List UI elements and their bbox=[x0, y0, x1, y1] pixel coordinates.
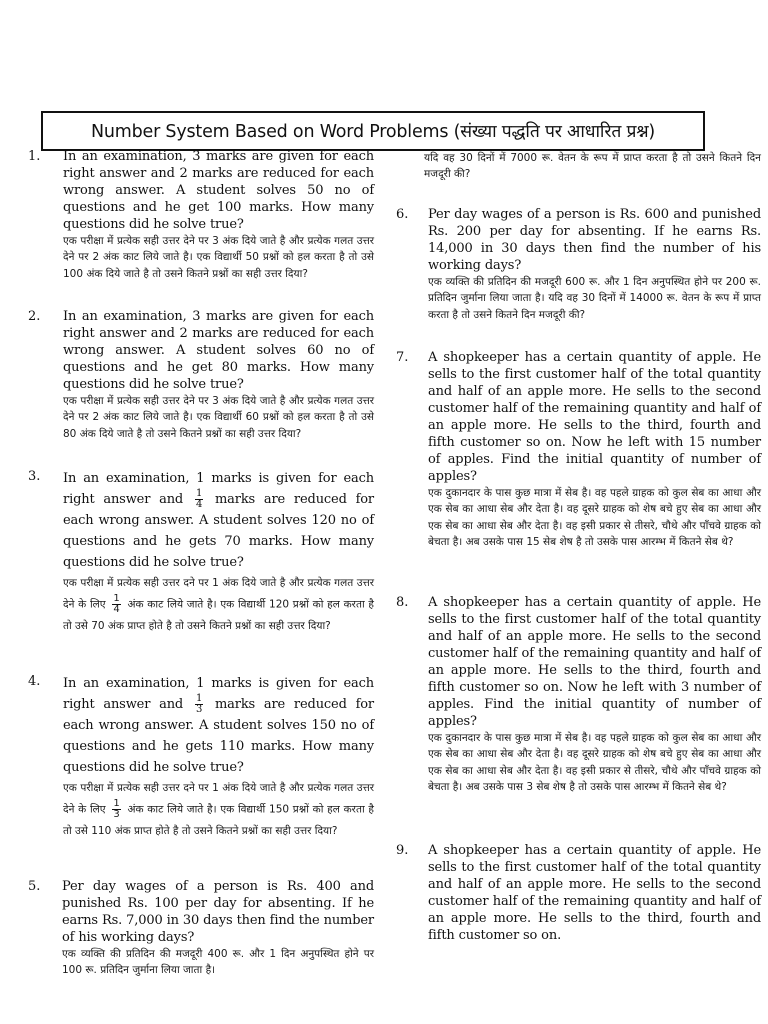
question-text-english: In an examination, 3 marks are given for each right answer and 2 marks are reduced for each wrong answer. A student solves 50 no of questions and he get 100 marks. How many questions did he solve true? bbox=[63, 149, 374, 232]
right-column bbox=[386, 150, 761, 942]
question-text-hindi: यदि वह 30 दिनों में 7000 रू. वेतन के रूप में प्राप्त करता है तो उसने कितने दिन मजदूरी की? bbox=[424, 152, 761, 181]
fraction: $\frac{1}{4}$ bbox=[195, 488, 203, 510]
question-number: 2. bbox=[28, 309, 41, 324]
question-text-hindi: एक परीक्षा में प्रत्येक सही उत्तर देने पर 3 अंक दिये जाते है और प्रत्येक गलत उत्तर देने पर 2 अंक काट लिये जाते है। एक विद्यार्थी 60 प्रश्नों को हल करता है तो उसे 80 अंक दिये जाते है तो उसने कितने प्रश्नों का सही उत्तर दिया? bbox=[63, 395, 374, 440]
question-6 bbox=[386, 206, 761, 349]
question-5 bbox=[18, 878, 374, 978]
question-text-hindi: एक परीक्षा में प्रत्येक सही उत्तर दने पर 1 अंक दिये जाते है और प्रत्येक गलत उत्तर देने के लिए $\frac{1}{3}$ अंक काट लिये जाते है। एक विद्यार्थी 150 प्रश्नों को हल करता है तो उसे 110 अंक प्राप्त होते है तो उसने कितने प्रश्नों का सही उत्तर दिया? bbox=[63, 782, 374, 837]
question-text-hindi: एक व्यक्ति की प्रतिदिन की मजदूरी 600 रू. और 1 दिन अनुपस्थित होने पर 200 रू. प्रतिदिन जुर्माना लिया जाता है। यदि वह 30 दिनों में 14000 रू. वेतन के रूप में प्राप्त करता है तो उसने कितने दिन मजदूरी की? bbox=[428, 276, 761, 321]
question-number: 5. bbox=[28, 879, 41, 894]
question-4 bbox=[18, 673, 374, 878]
fraction: $\frac{1}{3}$ bbox=[113, 798, 120, 820]
question-5-continued bbox=[386, 150, 761, 206]
question-text-english: Per day wages of a person is Rs. 400 and punished Rs. 100 per day for absenting. If he earns Rs. 7,000 in 30 days then find the number of his working days? bbox=[62, 879, 374, 945]
question-text-english: In an examination, 3 marks are given for each right answer and 2 marks are reduced for each wrong answer. A student solves 60 no of questions and he get 80 marks. How many questions did he solve true? bbox=[63, 309, 374, 392]
question-text-hindi: एक दुकानदार के पास कुछ मात्रा में सेब है। वह पहले ग्राहक को कुल सेब का आधा और एक सेब का आधा सेब और देता है। वह दूसरे ग्राहक को शेष बचे हुए सेब का आधा और एक सेब का आधा सेब और देता है। वह इसी प्रकार से तीसरे, चौथे और पाँचवे ग्राहक को बेचता है। अब उसके पास 15 सेब शेष है तो उसके पास आरम्भ में कितने सेब थे? bbox=[428, 487, 761, 548]
question-text-hindi: एक परीक्षा में प्रत्येक सही उत्तर देने पर 3 अंक दिये जाते है और प्रत्येक गलत उत्तर देने पर 2 अंक काट लिये जाते है। एक विद्यार्थी 50 प्रश्नों को हल करता है तो उसे 100 अंक दिये जाते है तो उसने कितने प्रश्नों का सही उत्तर दिया? bbox=[63, 235, 374, 280]
question-2 bbox=[18, 308, 374, 468]
question-text-english: In an examination, 1 marks is given for each right answer and $\frac{1}{3}$ marks are reduced for each wrong answer. A student solves 150 no of questions and he gets 110 marks. How many questions did he solve true? bbox=[63, 676, 374, 775]
question-8 bbox=[386, 594, 761, 842]
fraction: $\frac{1}{4}$ bbox=[113, 593, 120, 615]
question-3 bbox=[18, 468, 374, 673]
question-number: 9. bbox=[396, 843, 409, 858]
question-number: 1. bbox=[28, 149, 41, 164]
question-number: 7. bbox=[396, 350, 409, 365]
question-text-hindi: एक व्यक्ति की प्रतिदिन की मजदूरी 400 रू. और 1 दिन अनुपस्थित होने पर 100 रू. प्रतिदिन जुर्माना लिया जाता है। bbox=[62, 948, 374, 977]
question-1 bbox=[18, 148, 374, 308]
page-title: Number System Based on Word Problems (संख्या पद्धति पर आधारित प्रश्न) bbox=[41, 111, 705, 151]
question-number: 8. bbox=[396, 595, 409, 610]
question-number: 4. bbox=[28, 674, 41, 689]
question-number: 6. bbox=[396, 207, 409, 222]
question-text-english: Per day wages of a person is Rs. 600 and punished Rs. 200 per day for absenting. If he earns Rs. 14,000 in 30 days then find the number of his working days? bbox=[428, 207, 761, 273]
question-text-english: A shopkeeper has a certain quantity of apple. He sells to the first customer half of the total quantity and half of an apple more. He sells to the second customer half of the remaining quantity and half of an apple more. He sells to the third, fourth and fifth customer so on. bbox=[428, 843, 761, 943]
question-text-english: In an examination, 1 marks is given for each right answer and $\frac{1}{4}$ marks are reduced for each wrong answer. A student solves 120 no of questions and he gets 70 marks. How many questions did he solve true? bbox=[63, 471, 374, 570]
question-7 bbox=[386, 349, 761, 594]
fraction: $\frac{1}{3}$ bbox=[195, 693, 203, 715]
question-text-english: A shopkeeper has a certain quantity of apple. He sells to the first customer half of the total quantity and half of an apple more. He sells to the second customer half of the remaining quantity and half of an apple more. He sells to the third, fourth and fifth customer so on. Now he left with 15 number of apples. Find the initial quantity of number of apples? bbox=[428, 350, 761, 484]
question-text-hindi: एक परीक्षा में प्रत्येक सही उत्तर दने पर 1 अंक दिये जाते है और प्रत्येक गलत उत्तर देने के लिए $\frac{1}{4}$ अंक काट लिये जाते है। एक विद्यार्थी 120 प्रश्नों को हल करता है तो उसे 70 अंक प्राप्त होते है तो उसने कितने प्रश्नों का सही उत्तर दिया? bbox=[63, 577, 374, 632]
question-text-hindi: एक दुकानदार के पास कुछ मात्रा में सेब है। वह पहले ग्राहक को कुल सेब का आधा और एक सेब का आधा सेब और देता है। वह दूसरे ग्राहक को शेष बचे हुए सेब का आधा और एक सेब का आधा सेब और देता है। वह इसी प्रकार से तीसरे, चौथे और पाँचवे ग्राहक को बेचता है। अब उसके पास 3 सेब शेष है तो उसके पास आरम्भ में कितने सेब थे? bbox=[428, 732, 761, 793]
left-column bbox=[18, 148, 374, 978]
question-text-english: A shopkeeper has a certain quantity of apple. He sells to the first customer half of the total quantity and half of an apple more. He sells to the second customer half of the remaining quantity and half of an apple more. He sells to the third, fourth and fifth customer so on. Now he left with 3 number of apples. Find the initial quantity of number of apples? bbox=[428, 595, 761, 729]
question-number: 3. bbox=[28, 469, 41, 484]
question-9 bbox=[386, 842, 761, 942]
